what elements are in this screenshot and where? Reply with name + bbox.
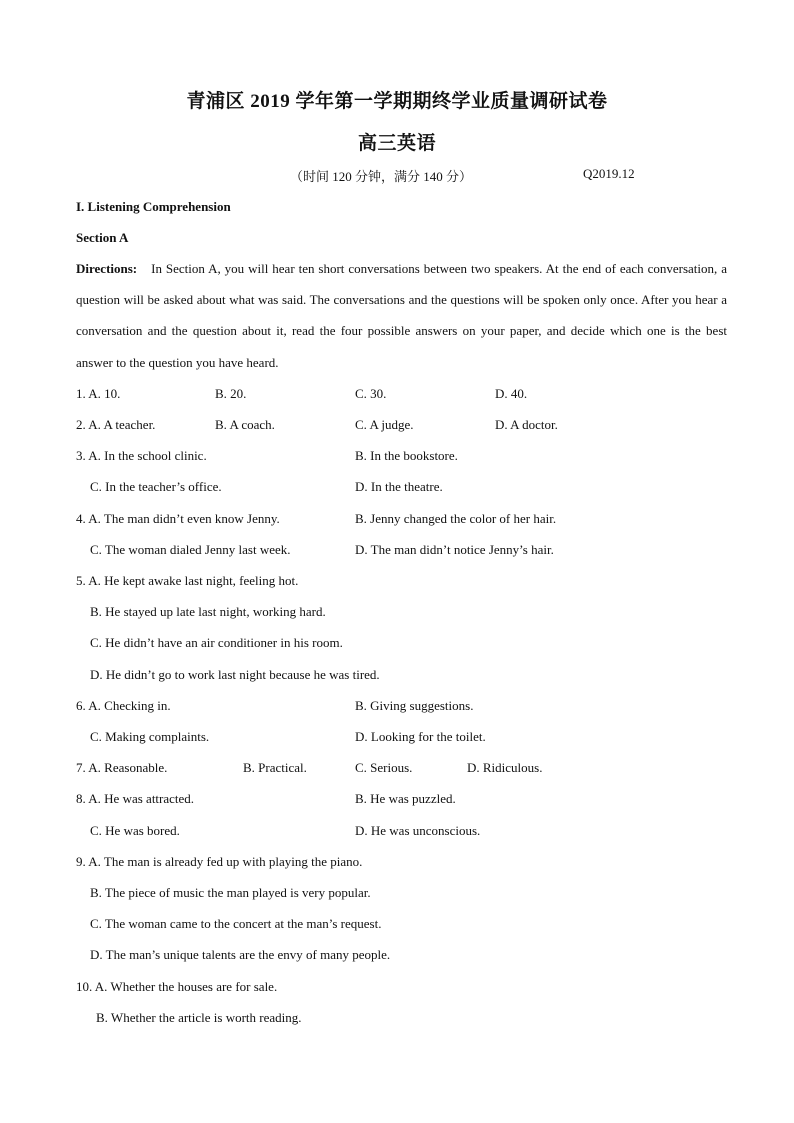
q7-option-c: C. Serious. [355,760,413,775]
q1-option-d: D. 40. [495,386,528,401]
q7-option-d: D. Ridiculous. [467,760,543,775]
q2-option-a: 2. A. A teacher. [76,417,156,432]
q6-option-d: D. Looking for the toilet. [355,729,486,744]
q3-option-d: D. In the theatre. [355,479,443,494]
q5-option-a: 5. A. He kept awake last night, feeling hot. [76,573,299,588]
q2-option-c: C. A judge. [355,417,414,432]
q9-option-d: D. The man’s unique talents are the envy of many people. [90,947,391,962]
directions-paragraph [76,253,727,378]
q7-option-b: B. Practical. [243,760,307,775]
q8-option-d: D. He was unconscious. [355,823,481,838]
q1-option-a: 1. A. 10. [76,386,121,401]
q2-option-d: D. A doctor. [495,417,558,432]
q1-option-c: C. 30. [355,386,387,401]
section-heading: Section A [76,230,129,245]
q6-option-c: C. Making complaints. [90,729,210,744]
exam-code: Q2019.12 [583,166,635,181]
q4-option-d: D. The man didn’t notice Jenny’s hair. [355,542,554,557]
q10-option-b: B. Whether the article is worth reading. [96,1010,302,1025]
q3-option-a: 3. A. In the school clinic. [76,448,207,463]
q5-option-d: D. He didn’t go to work last night because he was tired. [90,667,380,682]
q5-option-c: C. He didn’t have an air conditioner in his room. [90,635,343,650]
q8-option-b: B. He was puzzled. [355,791,456,806]
q4-option-a: 4. A. The man didn’t even know Jenny. [76,511,280,526]
directions-text: In Section A, you will hear ten short conversations between two speakers. At the end of each conversation, a question will be asked about what was said. The conversations and the questions will be spoken only once. After you hear a conversation and the question about it, read the four possible answers on your paper, and decide which one is the best answer to the question you have heard. [76,261,727,370]
q7-option-a: 7. A. Reasonable. [76,760,168,775]
q8-option-a: 8. A. He was attracted. [76,791,195,806]
q9-option-b: B. The piece of music the man played is very popular. [90,885,371,900]
q10-option-a: 10. A. Whether the houses are for sale. [76,979,278,994]
q3-option-b: B. In the bookstore. [355,448,458,463]
exam-title: 青浦区 2019 学年第一学期期终学业质量调研试卷 [186,91,608,112]
q4-option-b: B. Jenny changed the color of her hair. [355,511,557,526]
q9-option-a: 9. A. The man is already fed up with playing the piano. [76,854,363,869]
q8-option-c: C. He was bored. [90,823,180,838]
q6-option-a: 6. A. Checking in. [76,698,171,713]
q9-option-c: C. The woman came to the concert at the man’s request. [90,916,382,931]
part-heading: I. Listening Comprehension [76,199,231,214]
q4-option-c: C. The woman dialed Jenny last week. [90,542,291,557]
directions-label: Directions: [76,261,138,276]
exam-info: （时间 120 分钟，满分 140 分） [290,169,473,184]
q5-option-b: B. He stayed up late last night, working hard. [90,604,326,619]
exam-subject: 高三英语 [357,133,436,154]
q3-option-c: C. In the teacher’s office. [90,479,222,494]
q1-option-b: B. 20. [215,386,247,401]
q2-option-b: B. A coach. [215,417,275,432]
q6-option-b: B. Giving suggestions. [355,698,474,713]
